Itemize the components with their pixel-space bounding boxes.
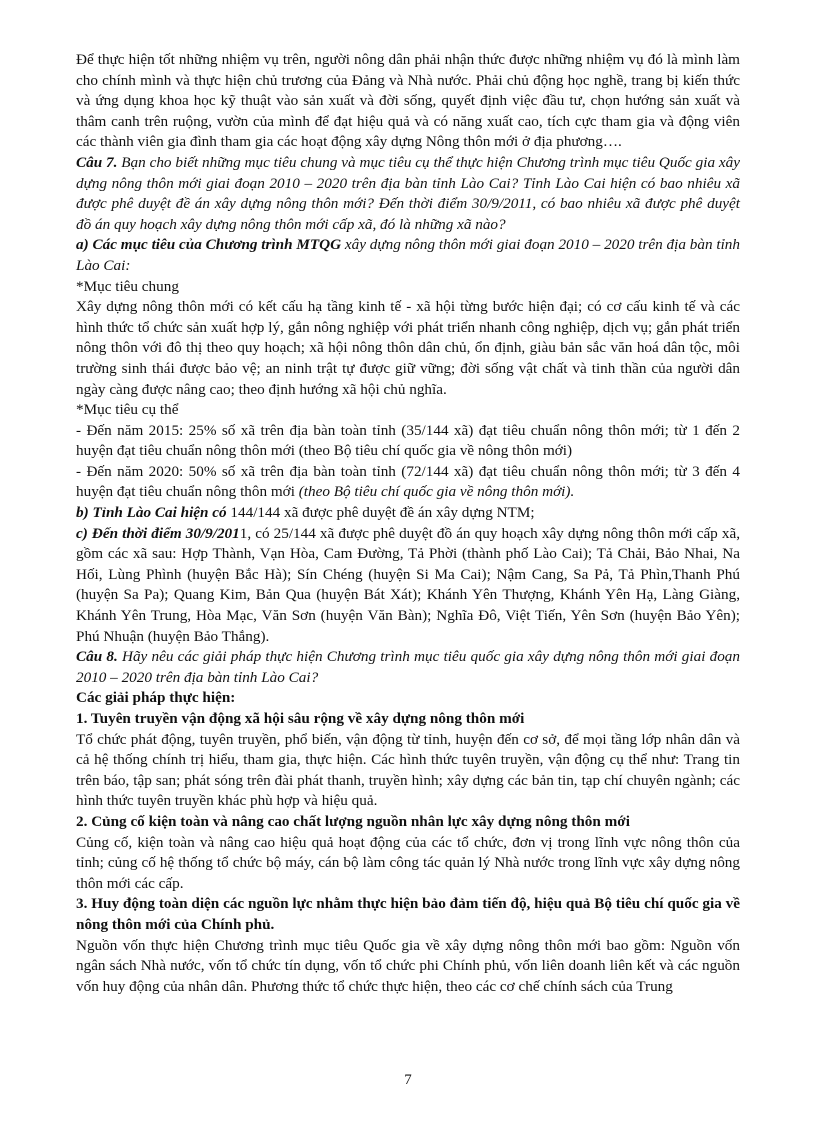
section-c — [76, 524, 740, 648]
solution-3-heading: 3. Huy động toàn diện các nguồn lực nhằm thực hiện bảo đảm tiến độ, hiệu quả Bộ tiêu chí quốc gia về nông thôn mới của Chính phủ. — [76, 895, 740, 933]
question-8-label: Câu 8. — [76, 648, 118, 666]
solution-3-text: Nguồn vốn thực hiện Chương trình mục tiêu Quốc gia về xây dựng nông thôn mới bao gồm: Nguồn vốn ngân sách Nhà nước, vốn tổ chức tín dụng, vốn tổ chức phi Chính phủ, vốn liên doanh liên kết và các nguồn vốn huy động của nhân dân. Phương thức tổ chức thực hiện, theo các cơ chế chính sách của Trung — [76, 936, 740, 995]
question-7-text: Bạn cho biết những mục tiêu chung và mục tiêu cụ thể thực hiện Chương trình mục tiêu Quốc gia xây dựng nông thôn mới giai đoạn 2010 – 2020 trên địa bàn tỉnh Lào Cai? Tỉnh Lào Cai hiện có bao nhiêu xã được phê duyệt đề án xây dựng nông thôn mới? Đến thời điểm 30/9/2011, có bao nhiêu xã được phê duyệt đồ án quy hoạch xây dựng nông thôn mới cấp xã, đó là những xã nào? — [76, 153, 740, 233]
section-c-rest: 1, có 25/144 xã được phê duyệt đồ án quy hoạch xây dựng nông thôn mới cấp xã, gồm các xã sau: Hợp Thành, Vạn Hòa, Cam Đường, Tả Phời (thành phố Lào Cai); Tả Chải, Bảo Nhai, Na Hối, Lùng Phình (huyện Bắc Hà); Sín Chéng (huyện Si Ma Cai); Nậm Cang, Sa Pả, Tả Phìn,Thanh Phú (huyện Sa Pa); Quang Kim, Bản Qua (huyện Bát Xát); Khánh Yên Thượng, Khánh Yên Hạ, Làng Giàng, Khánh Yên Trung, Hòa Mạc, Văn Sơn (huyện Văn Bàn); Nghĩa Đô, Việt Tiến, Yên Sơn (huyện Bảo Yên); Phú Nhuận (huyện Bảo Thắng). — [76, 524, 740, 645]
solution-1-heading: 1. Tuyên truyền vận động xã hội sâu rộng về xây dựng nông thôn mới — [76, 710, 525, 727]
question-8-text: Hãy nêu các giải pháp thực hiện Chương trình mục tiêu quốc gia xây dựng nông thôn mới giai đoạn 2010 – 2020 trên địa bàn tỉnh Lào Cai? — [76, 648, 740, 686]
section-c-bold: c) Đến thời điểm 30/9/201 — [76, 524, 240, 542]
solutions-heading: Các giải pháp thực hiện: — [76, 689, 236, 707]
section-a-heading — [76, 235, 740, 276]
page-number: 7 — [404, 1072, 412, 1088]
specific-goal-label: *Mục tiêu cụ thể — [76, 401, 179, 419]
goal-2020-text: - Đến năm 2020: 50% số xã trên địa bàn toàn tỉnh (72/144 xã) đạt tiêu chuẩn nông thôn mới; từ 3 đến 4 huyện đạt tiêu chuẩn nông thôn mới — [76, 462, 740, 501]
section-b-rest: 144/144 xã được phê duyệt đề án xây dựng NTM; — [226, 504, 535, 522]
general-goal-label: *Mục tiêu chung — [76, 277, 179, 295]
section-b — [76, 503, 740, 524]
goal-2020-italic: (theo Bộ tiêu chí quốc gia về nông thôn mới). — [298, 483, 575, 501]
question-7-label: Câu 7. — [76, 153, 118, 171]
goal-2015: - Đến năm 2015: 25% số xã trên địa bàn toàn tỉnh (35/144 xã) đạt tiêu chuẩn nông thôn mới; từ 1 đến 2 huyện đạt tiêu chuẩn nông thôn mới (theo Bộ tiêu chí quốc gia về nông thôn mới) — [76, 421, 740, 460]
general-goal-text: Xây dựng nông thôn mới có kết cấu hạ tầng kinh tế - xã hội từng bước hiện đại; có cơ cấu kinh tế và các hình thức tổ chức sản xuất hợp lý, gắn nông nghiệp với phát triển nhanh công nghiệp, dịch vụ; gắn phát triển nông thôn với đô thị theo quy hoạch; xã hội nông thôn dân chủ, ổn định, giàu bản sắc văn hoá dân tộc, môi trường sinh thái được bảo vệ; an ninh trật tự được giữ vững; đời sống vật chất và tinh thần của người dân ngày càng được nâng cao; theo định hướng xã hội chủ nghĩa. — [76, 298, 740, 398]
solution-1-text: Tổ chức phát động, tuyên truyền, phổ biến, vận động từ tỉnh, huyện đến cơ sở, để mọi tầng lớp nhân dân và cả hệ thống chính trị hiểu, tham gia, thực hiện. Các hình thức tuyên truyền, vận động cụ thể như: Trang tin trên báo, tập san; phát sóng trên đài phát thanh, truyền hình; xây dựng các bản tin, tạp chí chuyên ngành; các hình thức tuyên truyền khác phù hợp và hiệu quả. — [76, 730, 740, 810]
section-b-bold: b) Tỉnh Lào Cai hiện có — [76, 504, 227, 522]
solution-2-heading: 2. Củng cố kiện toàn và nâng cao chất lượng nguồn nhân lực xây dựng nông thôn mới — [76, 812, 630, 830]
document-page — [76, 50, 740, 997]
solution-2-text: Củng cố, kiện toàn và nâng cao hiệu quả hoạt động của các tổ chức, đơn vị trong lĩnh vực nông thôn của tỉnh; củng cố hệ thống tổ chức bộ máy, cán bộ làm công tác quản lý Nhà nước trong lĩnh vực xây dựng nông thôn mới các cấp. — [76, 833, 740, 892]
goal-2020 — [76, 462, 740, 503]
question-8 — [76, 647, 740, 688]
section-a-heading-bold: a) Các mục tiêu của Chương trình MTQG — [76, 236, 342, 254]
section-a-heading-rest: xây dựng nông thôn mới giai đoạn 2010 – 2020 trên địa bàn tỉnh Lào Cai: — [76, 236, 740, 274]
intro-paragraph: Để thực hiện tốt những nhiệm vụ trên, người nông dân phải nhận thức được những nhiệm vụ đó là mình làm cho chính mình và thực hiện chủ trương của Đảng và Nhà nước. Phải chủ động học nghề, trang bị kiến thức và ứng dụng khoa học kỹ thuật vào sản xuất và đời sống, quyết định việc đầu tư, chọn hướng sản xuất và thâm canh trên ruộng, vườn của mình để đạt hiệu quả và có năng xuất cao, tích cực tham gia và động viên các thành viên gia đình tham gia các hoạt động xây dựng Nông thôn mới ở địa phương…. — [76, 51, 740, 151]
question-7 — [76, 153, 740, 235]
